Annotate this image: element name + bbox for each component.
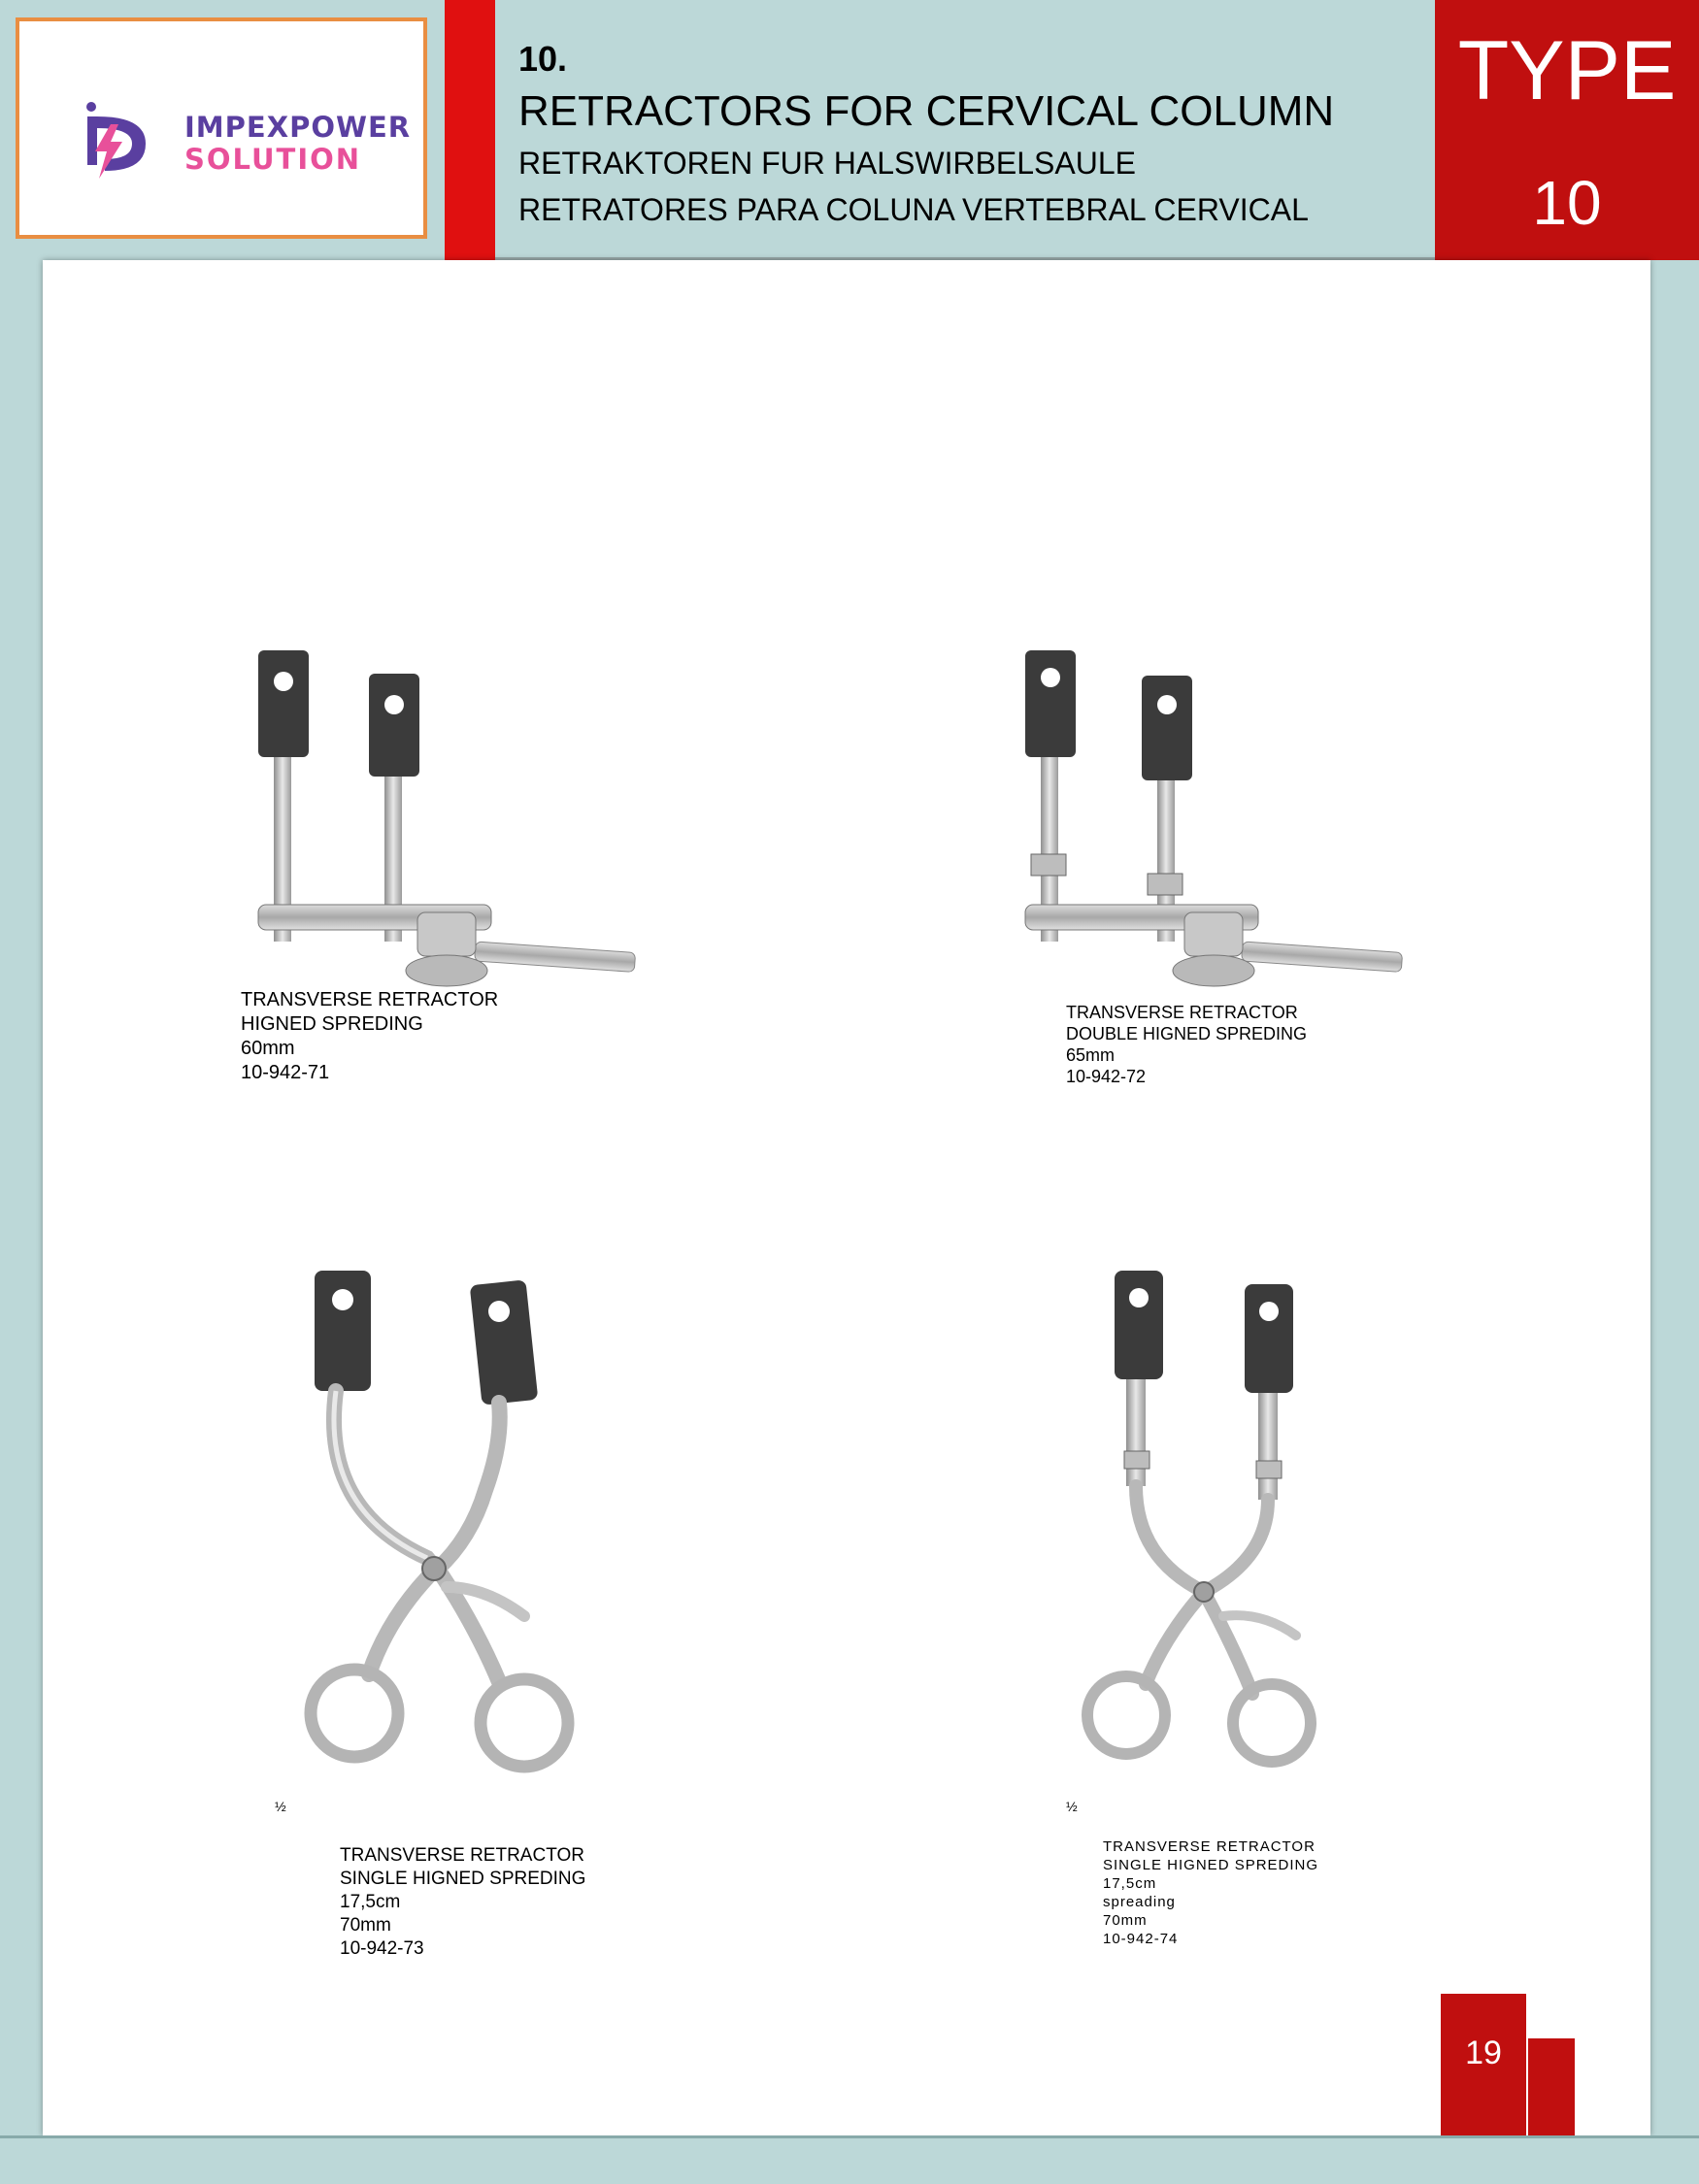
page-title: RETRACTORS FOR CERVICAL COLUMN [518, 87, 1335, 135]
product-size: 60mm [241, 1038, 295, 1059]
product-length: 17,5cm [340, 1892, 401, 1912]
page-number: 19 [1465, 2035, 1502, 2071]
footer-strip [0, 2135, 1699, 2184]
left-margin [0, 260, 43, 2135]
product-name: TRANSVERSE RETRACTOR [1066, 1003, 1298, 1022]
type-label: TYPE [1457, 24, 1677, 117]
product-name: TRANSVERSE RETRACTOR [340, 1845, 584, 1866]
product-variant: DOUBLE HIGNED SPREDING [1066, 1024, 1308, 1043]
logo-text-line2: SOLUTION [184, 143, 362, 176]
product-caption [1103, 1837, 1318, 1948]
bar-retractor-icon [243, 650, 641, 1000]
header-red-bar [445, 0, 495, 260]
product-code: 10-942-71 [241, 1062, 330, 1083]
type-badge [1435, 0, 1699, 260]
page-title-german: RETRAKTOREN FUR HALSWIRBELSAULE [518, 146, 1136, 181]
right-margin [1650, 260, 1699, 2135]
product-variant: SINGLE HIGNED SPREDING [1103, 1857, 1319, 1873]
scale-mark: ½ [275, 1799, 286, 1814]
scissor-retractor-hinged-icon [1078, 1267, 1340, 1781]
product-variant: HIGNED SPREDING [241, 1013, 423, 1035]
page-header [0, 0, 1699, 262]
scale-mark: ½ [1066, 1799, 1078, 1814]
product-length: 17,5cm [1103, 1875, 1157, 1892]
page-title-portuguese: RETRATORES PARA COLUNA VERTEBRAL CERVICAL [518, 192, 1309, 227]
product-caption [1066, 1002, 1307, 1087]
product-caption [340, 1844, 585, 1961]
product-code: 10-942-73 [340, 1938, 424, 1959]
page-number-block [1441, 1994, 1526, 2135]
company-logo [16, 17, 427, 239]
catalog-page [43, 260, 1650, 2135]
logo-mark-icon [78, 97, 165, 184]
product-caption [241, 988, 498, 1085]
bar-retractor-double-hinged-icon [1010, 650, 1408, 1000]
product-size: 70mm [1103, 1912, 1148, 1929]
logo-panel [0, 0, 445, 260]
logo-text-line1: IMPEXPOWER [184, 111, 412, 144]
type-number: 10 [1532, 168, 1602, 238]
page-number-accent [1528, 2038, 1575, 2135]
product-code: 10-942-72 [1066, 1067, 1147, 1086]
title-panel [495, 0, 1435, 260]
scissor-retractor-icon [282, 1267, 612, 1781]
product-name: TRANSVERSE RETRACTOR [241, 989, 499, 1010]
section-number: 10. [518, 39, 568, 79]
product-size: 65mm [1066, 1045, 1116, 1065]
product-code: 10-942-74 [1103, 1931, 1179, 1947]
product-size: 70mm [340, 1915, 391, 1936]
product-feature: spreading [1103, 1894, 1176, 1910]
product-name: TRANSVERSE RETRACTOR [1103, 1838, 1316, 1855]
product-variant: SINGLE HIGNED SPREDING [340, 1869, 586, 1889]
